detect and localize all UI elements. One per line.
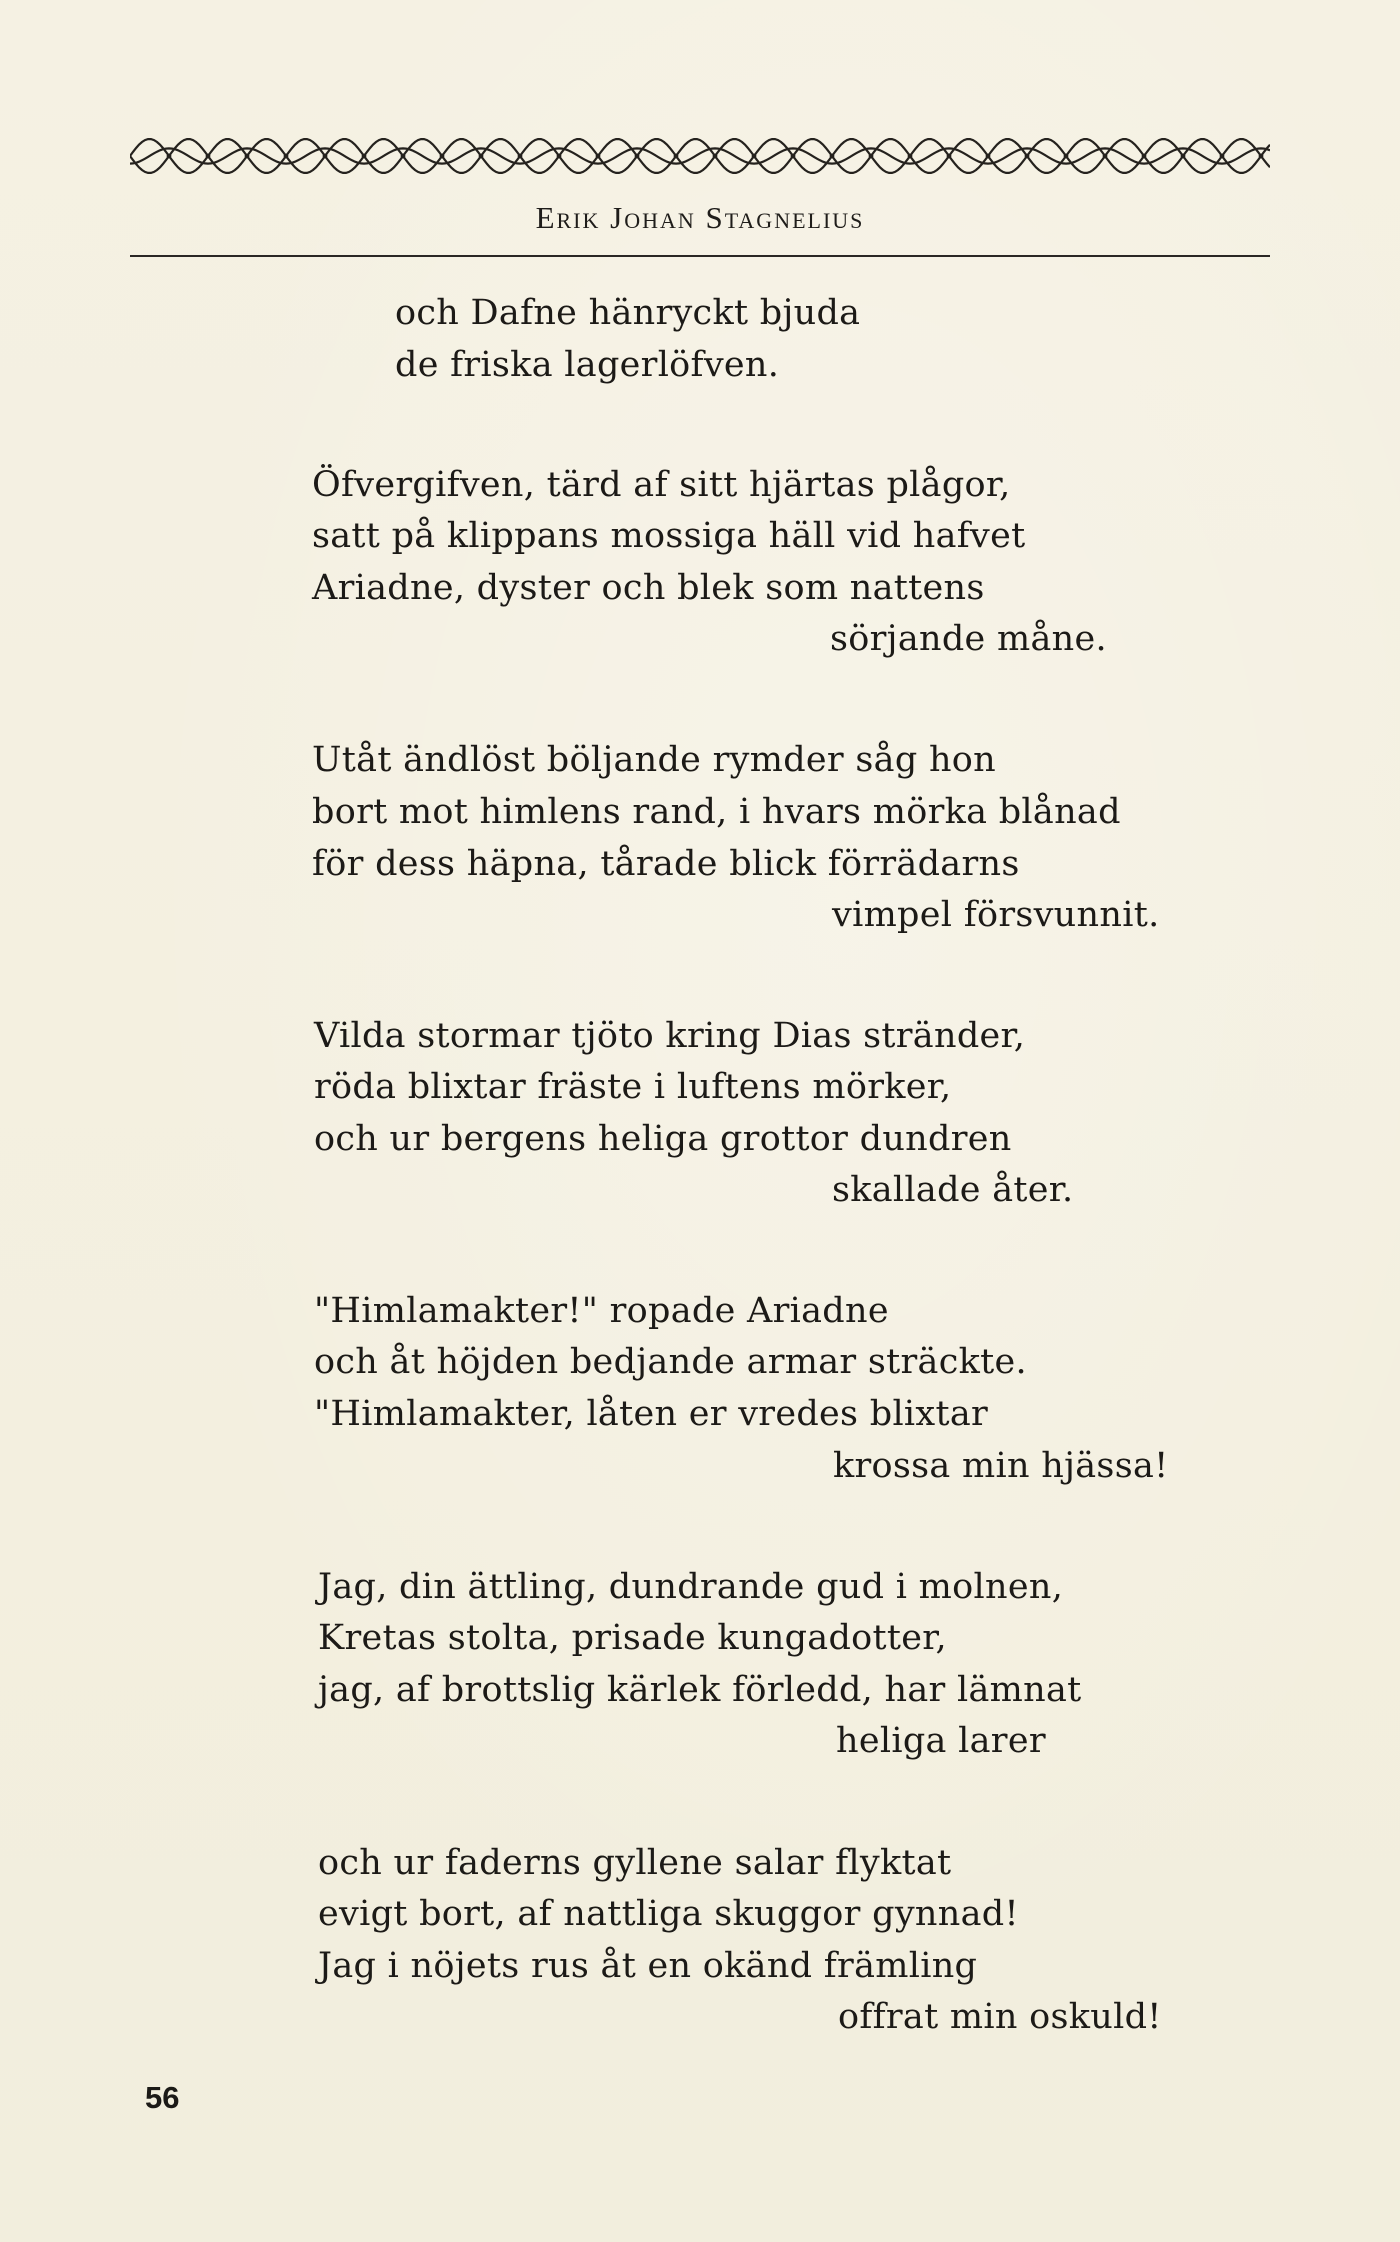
braid-node <box>479 154 484 159</box>
header-rule <box>130 255 1270 257</box>
braid-node <box>1220 154 1225 159</box>
verse-line: Jag i nöjets rus åt en okänd främling <box>318 1946 978 1986</box>
braid-node <box>635 154 640 159</box>
braid-node <box>1064 154 1069 159</box>
verse-line: och åt höjden bedjande armar sträckte. <box>314 1342 1027 1382</box>
verse-line: offrat min oskuld! <box>838 1997 1162 2037</box>
braid-node <box>206 154 211 159</box>
braid-node <box>167 154 172 159</box>
verse-line: Kretas stolta, prisade kungadotter, <box>318 1618 947 1658</box>
verse-line: satt på klippans mossiga häll vid hafvet <box>312 516 1026 556</box>
verse-line: Utåt ändlöst böljande rymder såg hon <box>312 740 997 780</box>
verse-line: sörjande måne. <box>830 619 1107 659</box>
braid-node <box>869 154 874 159</box>
braid-node <box>1181 154 1186 159</box>
verse-line: krossa min hjässa! <box>833 1446 1169 1486</box>
verse-line: och ur bergens heliga grottor dundren <box>314 1119 1012 1159</box>
braid-node <box>440 154 445 159</box>
verse-line: Jag, din ättling, dundrande gud i molnen, <box>318 1567 1064 1607</box>
verse-line: bort mot himlens rand, i hvars mörka blånad <box>312 792 1121 832</box>
verse-line: Vilda stormar tjöto kring Dias stränder, <box>314 1016 1026 1056</box>
braid-node <box>713 154 718 159</box>
braid-node <box>596 154 601 159</box>
braid-node <box>947 154 952 159</box>
braid-node <box>1142 154 1147 159</box>
verse-line: och Dafne hänryckt bjuda <box>395 293 861 333</box>
braid-node <box>518 154 523 159</box>
verse-line: röda blixtar fräste i luftens mörker, <box>314 1067 952 1107</box>
braid-node <box>323 154 328 159</box>
verse-line: de friska lagerlöfven. <box>395 345 780 385</box>
running-title: Erik Johan Stagnelius <box>535 200 865 235</box>
braid-node <box>1025 154 1030 159</box>
verse-line: heliga larer <box>836 1721 1046 1761</box>
braid-node <box>791 154 796 159</box>
verse-line: "Himlamakter, låten er vredes blixtar <box>314 1394 989 1434</box>
verse-line: och ur faderns gyllene salar flyktat <box>318 1843 952 1883</box>
braid-node <box>830 154 835 159</box>
page-number: 56 <box>145 2080 180 2115</box>
verse-line: vimpel försvunnit. <box>832 895 1160 935</box>
verse-line: Ariadne, dyster och blek som nattens <box>312 568 985 608</box>
braid-node <box>908 154 913 159</box>
verse-line: skallade åter. <box>832 1170 1074 1210</box>
verse-line: "Himlamakter!" ropade Ariadne <box>314 1291 889 1331</box>
verse-line: Öfvergifven, tärd af sitt hjärtas plågor, <box>312 465 1011 505</box>
braid-node <box>1259 154 1264 159</box>
braid-node <box>1103 154 1108 159</box>
verse-line: för dess häpna, tårade blick förrädarns <box>312 844 1020 884</box>
braid-node <box>284 154 289 159</box>
braid-node <box>362 154 367 159</box>
braid-node <box>401 154 406 159</box>
braid-node <box>245 154 250 159</box>
braided-band-ornament <box>130 132 1270 180</box>
braid-node <box>986 154 991 159</box>
verse-line: evigt bort, af nattliga skuggor gynnad! <box>318 1894 1019 1934</box>
braid-node <box>557 154 562 159</box>
verse-line: jag, af brottslig kärlek förledd, har lämnat <box>318 1670 1082 1710</box>
braid-node <box>674 154 679 159</box>
braid-node <box>752 154 757 159</box>
